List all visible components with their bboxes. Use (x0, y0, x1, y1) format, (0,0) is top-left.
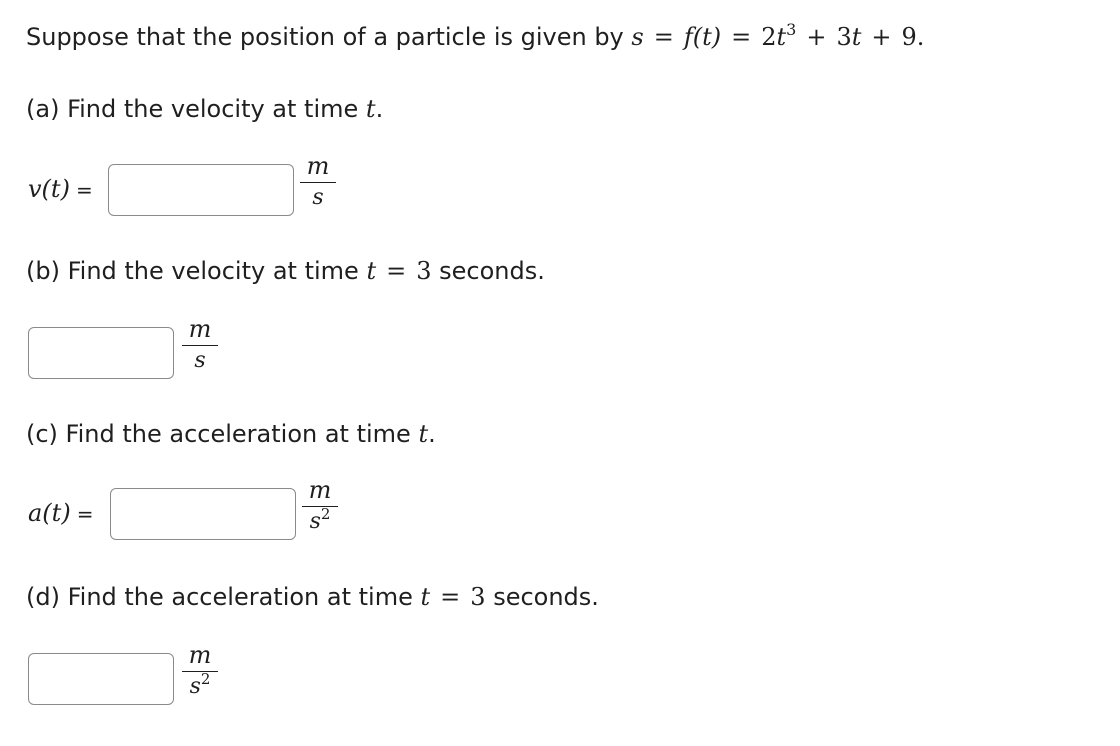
time-variable: t (851, 23, 862, 51)
plus-sign: + (806, 23, 827, 51)
part-c-prefix: (c) Find the acceleration at time (26, 420, 411, 448)
unit-numerator: m (308, 476, 332, 504)
velocity-function-label (28, 173, 93, 206)
acceleration-answer-input[interactable] (110, 488, 296, 540)
function-notation: f(t) (683, 23, 722, 51)
position-variable: s (631, 23, 644, 51)
time-variable: t (776, 23, 787, 51)
time-variable: t (420, 583, 431, 611)
equals-sign: = (653, 23, 674, 51)
unit-fraction (180, 315, 220, 376)
part-b-prefix: (b) Find the velocity at time (26, 257, 359, 285)
acceleration-at-t3-input[interactable] (28, 653, 174, 705)
acceleration-function: a(t) (28, 499, 71, 527)
part-b-question (26, 255, 545, 287)
problem-intro-text: Suppose that the position of a particle is given by (26, 23, 624, 51)
constant-term: 9. (901, 23, 925, 51)
time-variable: t (365, 95, 376, 123)
part-d-question (26, 581, 599, 613)
coefficient: 3 (836, 23, 852, 51)
part-a-prefix: (a) Find the velocity at time (26, 95, 359, 123)
unit-fraction (298, 152, 338, 213)
part-a-question (26, 93, 383, 125)
time-value: 3 (416, 257, 432, 285)
unit-denominator: $s^2$ (189, 670, 211, 699)
unit-fraction (300, 476, 340, 537)
period: . (428, 420, 436, 448)
plus-sign: + (871, 23, 892, 51)
problem-statement (26, 21, 924, 53)
velocity-answer-input[interactable] (108, 164, 294, 216)
unit-numerator: m (188, 641, 212, 669)
unit-numerator: m (188, 315, 212, 343)
unit-fraction (180, 641, 220, 702)
unit-denominator: s (194, 348, 206, 373)
part-c-question (26, 418, 436, 450)
velocity-at-t3-input[interactable] (28, 327, 174, 379)
unit-numerator: m (306, 152, 330, 180)
equals-sign: = (386, 257, 407, 285)
equals-sign: = (440, 583, 461, 611)
equals-sign: = (75, 178, 93, 202)
unit-denominator: $s^2$ (309, 505, 331, 534)
time-variable: t (418, 420, 429, 448)
period: . (375, 95, 384, 123)
acceleration-function-label (28, 497, 93, 530)
coefficient: 2 (761, 23, 777, 51)
unit-denominator: s (312, 185, 324, 210)
exponent: 3 (786, 20, 797, 39)
equals-sign: = (731, 23, 752, 51)
time-value: 3 (470, 583, 486, 611)
time-variable: t (366, 257, 377, 285)
velocity-function: v(t) (28, 175, 70, 203)
equals-sign: = (76, 502, 94, 526)
seconds-suffix: seconds. (493, 583, 599, 611)
seconds-suffix: seconds. (439, 257, 545, 285)
part-d-prefix: (d) Find the acceleration at time (26, 583, 413, 611)
